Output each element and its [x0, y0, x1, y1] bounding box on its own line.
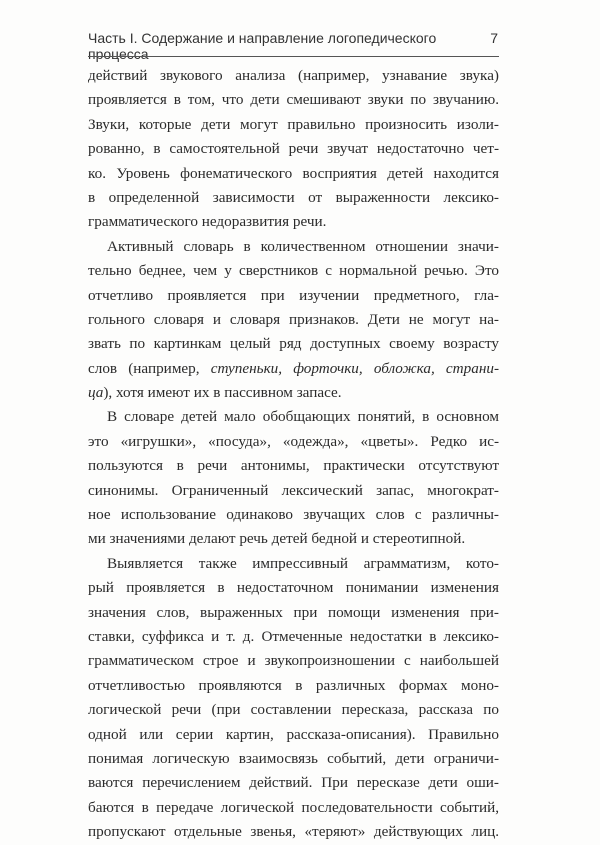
- text-line: в определенной зависимости от выраженности лексико-: [88, 188, 499, 206]
- text-line: тельно беднее, чем у сверстников с нормальной речью. Это: [88, 262, 499, 280]
- page-number: 7: [490, 30, 498, 46]
- text-line: это «игрушки», «посуда», «одежда», «цветы». Редко ис-: [88, 432, 499, 450]
- text-line: [88, 357, 499, 381]
- text-line: Звуки, которые дети могут правильно произносить изоли-: [88, 115, 499, 133]
- text-line: пропускают отдельные звенья, «теряют» действующих лиц.: [88, 823, 499, 841]
- header-rule: [88, 56, 499, 57]
- text-line: действий звукового анализа (например, узнавание звука): [88, 67, 499, 84]
- text-line: [88, 381, 499, 405]
- text-line: грамматическом строе и звукопроизношении с наибольшей: [88, 652, 499, 670]
- italic-examples: ступеньки, форточки, обложка, страни-: [210, 359, 499, 377]
- text-segment: слов (например,: [88, 359, 211, 377]
- text-line: одной или серии картин, рассказа-описания). Правильно: [88, 725, 499, 743]
- text-line: логической речи (при составлении пересказа, рассказа по: [88, 701, 499, 719]
- text-line: грамматического недоразвития речи.: [88, 213, 327, 231]
- text-line: ко. Уровень фонематического восприятия детей находится: [88, 164, 499, 182]
- text-line: рованно, в самостоятельной речи звучат недостаточно чет-: [88, 140, 499, 158]
- text-line: Выявляется также импрессивный аграмматизм, кото-: [107, 554, 499, 572]
- text-line: В словаре детей мало обобщающих понятий, в основном: [107, 408, 499, 426]
- text-line: ставки, суффикса и т. д. Отмеченные недостатки в лексико-: [88, 627, 499, 645]
- italic-examples-end: ца: [88, 384, 104, 402]
- body-text: [88, 64, 499, 845]
- text-line: баются в передаче логической последовательности событий,: [88, 798, 499, 816]
- text-line: ваются перечислением действий. При пересказе дети оши-: [88, 774, 499, 792]
- text-segment: ), хотя имеют их в пассивном запасе.: [103, 384, 342, 402]
- text-line: ное использование одинаково звучащих слов с различны-: [88, 506, 499, 524]
- text-line: отчетливо проявляется при изучении предметного, гла-: [88, 286, 499, 304]
- text-line: рый проявляется в недостаточном понимании изменения: [88, 579, 499, 597]
- text-line: Активный словарь в количественном отношении значи-: [107, 237, 499, 255]
- text-line: значения слов, выраженных при помощи изменения при-: [88, 603, 499, 621]
- text-line: синонимы. Ограниченный лексический запас, многократ-: [88, 481, 499, 499]
- running-title: Часть I. Содержание и направление логопедического процесса: [88, 30, 437, 62]
- text-line: отчетливостью проявляются в различных формах моно-: [88, 676, 499, 694]
- text-line: проявляется в том, что дети смешивают звуки по звучанию.: [88, 91, 499, 109]
- running-head: [88, 30, 498, 62]
- text-line: ми значениями делают речь детей бедной и стереотипной.: [88, 530, 466, 548]
- text-line: гольного словаря и словаря признаков. Дети не могут на-: [88, 310, 499, 328]
- text-line: понимая логическую взаимосвязь событий, дети ограничи-: [88, 749, 499, 767]
- text-line: пользуются в речи антонимы, практически отсутствуют: [88, 457, 499, 475]
- text-line: звать по картинкам целый ряд доступных своему возрасту: [88, 335, 499, 353]
